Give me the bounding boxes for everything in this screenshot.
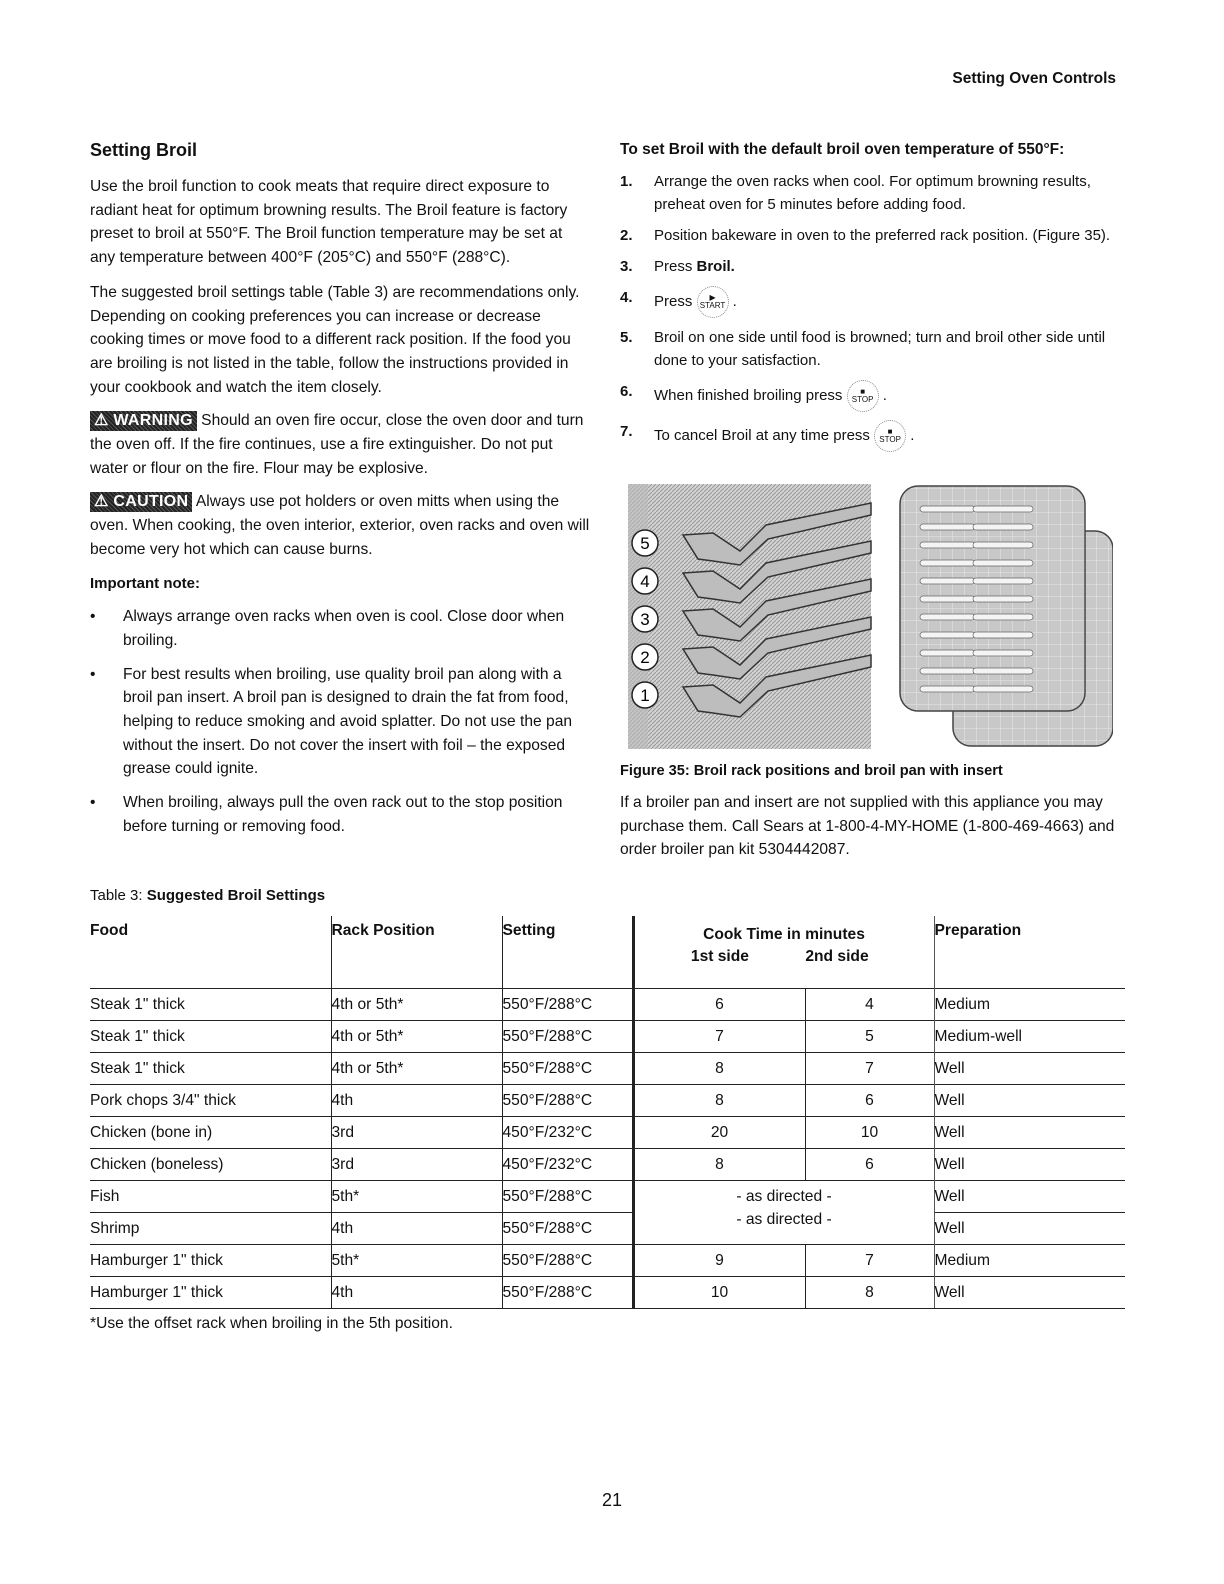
insert-slot	[973, 560, 1033, 566]
procedure-step	[620, 224, 1125, 247]
step-text: Press	[654, 258, 697, 275]
cell-food: Fish	[90, 1181, 331, 1213]
cell-first-side: 8	[633, 1149, 805, 1181]
header-cook-time	[633, 916, 934, 989]
table-row	[90, 1149, 1125, 1181]
cell-second-side: 10	[805, 1117, 934, 1149]
table-row	[90, 1245, 1125, 1277]
cell-preparation: Well	[934, 1277, 1125, 1309]
cell-setting: 550°F/288°C	[502, 1053, 633, 1085]
table-row	[90, 1213, 1125, 1245]
cell-rack: 4th	[331, 1085, 502, 1117]
cell-preparation: Well	[934, 1053, 1125, 1085]
procedure-step	[620, 170, 1125, 216]
procedure-step	[620, 255, 1125, 278]
important-notes-list	[90, 605, 580, 838]
insert-slot	[920, 578, 975, 584]
purchase-paragraph: If a broiler pan and insert are not supplied with this appliance you may purchase them. Call Sears at 1-800-4-MY-HOME (1-800-469-4663) and order broiler pan kit 5304442087.	[620, 794, 1115, 859]
insert-slot	[973, 578, 1033, 584]
broil-rack-illustration	[628, 476, 1113, 751]
cell-rack: 3rd	[331, 1117, 502, 1149]
cell-second-side: 5	[805, 1021, 934, 1053]
cell-first-side: 8	[633, 1053, 805, 1085]
table-row	[90, 1181, 1125, 1213]
cell-food: Steak 1" thick	[90, 1021, 331, 1053]
procedure-title: To set Broil with the default broil oven temperature of 550°F:	[620, 141, 1065, 158]
step-text: Position bakeware in oven to the preferred rack position. (Figure 35).	[654, 227, 1111, 244]
cell-rack: 4th or 5th*	[331, 989, 502, 1021]
cell-preparation: Medium	[934, 989, 1125, 1021]
caution-paragraph	[90, 490, 590, 561]
insert-slot	[973, 524, 1033, 530]
rack-position-label: 5	[640, 534, 650, 553]
cell-second-side: 6	[805, 1085, 934, 1117]
insert-slot	[920, 506, 975, 512]
insert-slot	[920, 524, 975, 530]
rack-position-label: 3	[640, 610, 650, 629]
insert-slot	[920, 632, 975, 638]
rack-position-label: 2	[640, 648, 650, 667]
cell-first-side: 8	[633, 1085, 805, 1117]
insert-slot	[920, 614, 975, 620]
cell-first-side: 10	[633, 1277, 805, 1309]
insert-slot	[973, 596, 1033, 602]
cell-setting: 550°F/288°C	[502, 1021, 633, 1053]
cell-first-side: 9	[633, 1245, 805, 1277]
cell-setting: 550°F/288°C	[502, 989, 633, 1021]
right-column	[620, 140, 1125, 862]
cell-second-side: 7	[805, 1245, 934, 1277]
insert-slot	[920, 668, 975, 674]
cell-food: Steak 1" thick	[90, 989, 331, 1021]
stop-button-icon: ■ STOP	[847, 380, 879, 412]
cell-second-side: 7	[805, 1053, 934, 1085]
warning-paragraph	[90, 409, 590, 480]
insert-slot	[920, 560, 975, 566]
cell-first-side: 7	[633, 1021, 805, 1053]
step-number: 7.	[620, 423, 633, 440]
header-first-side: 1st side	[690, 948, 749, 966]
insert-slot	[920, 542, 975, 548]
cell-food: Steak 1" thick	[90, 1053, 331, 1085]
table-row	[90, 1117, 1125, 1149]
rack-position-label: 1	[640, 686, 650, 705]
table-row	[90, 1277, 1125, 1309]
header-rack-position: Rack Position	[331, 916, 502, 989]
step-text: Broil on one side until food is browned; turn and broil other side until done to your satisfaction.	[654, 329, 1106, 369]
insert-slot	[973, 542, 1033, 548]
insert-slot	[973, 686, 1033, 692]
cell-food: Hamburger 1" thick	[90, 1245, 331, 1277]
page-content	[90, 140, 1125, 1335]
cell-preparation: Well	[934, 1117, 1125, 1149]
page-number: 21	[601, 1490, 623, 1510]
cell-preparation: Medium-well	[934, 1021, 1125, 1053]
cell-food: Pork chops 3/4" thick	[90, 1085, 331, 1117]
table-row	[90, 989, 1125, 1021]
recommendation-paragraph: The suggested broil settings table (Table 3) are recommendations only. Depending on cooking preferences you can increase or decrease cooking times or move food to a different rack position. If the food you are broiling is not listed in the table, follow the instructions provided in your cookbook and watch the item closely.	[90, 283, 580, 396]
cell-first-side: 6	[633, 989, 805, 1021]
left-column	[90, 140, 590, 849]
step-number: 4.	[620, 289, 633, 306]
broil-key-label: Broil.	[696, 258, 735, 275]
caution-badge: ⚠ CAUTION	[90, 492, 192, 512]
caution-text: Always use pot holders or oven mitts when using the oven. When cooking, the oven interior, exterior, oven racks and oven will become very hot which can cause burns.	[90, 493, 590, 558]
two-column-section	[90, 140, 1125, 862]
procedure-step: 4. Press ▶ START .	[620, 286, 1125, 318]
table-row	[90, 1085, 1125, 1117]
procedure-step: 7. To cancel Broil at any time press ■ STOP .	[620, 420, 1125, 452]
cell-setting: 550°F/288°C	[502, 1181, 633, 1213]
procedure-steps	[620, 170, 1125, 452]
cell-preparation: Medium	[934, 1245, 1125, 1277]
figure-caption: Figure 35: Broil rack positions and broil pan with insert	[620, 763, 1003, 779]
section-title: Setting Broil	[90, 140, 197, 160]
cell-rack: 4th or 5th*	[331, 1021, 502, 1053]
cell-rack: 3rd	[331, 1149, 502, 1181]
cell-setting: 550°F/288°C	[502, 1213, 633, 1245]
step-text: Press	[654, 292, 697, 310]
cell-food: Chicken (bone in)	[90, 1117, 331, 1149]
cell-rack: 4th	[331, 1277, 502, 1309]
insert-slot	[920, 650, 975, 656]
as-directed-text: - as directed -	[736, 1188, 832, 1206]
step-number: 3.	[620, 258, 633, 275]
cell-food: Hamburger 1" thick	[90, 1277, 331, 1309]
cell-setting: 550°F/288°C	[502, 1277, 633, 1309]
header-preparation: Preparation	[934, 916, 1125, 989]
rack-position-label: 4	[640, 572, 650, 591]
insert-slot	[973, 668, 1033, 674]
table-caption: Table 3: Suggested Broil Settings	[90, 887, 326, 905]
cell-rack: 5th*	[331, 1245, 502, 1277]
cell-cook-time-as-directed	[633, 1181, 934, 1245]
header-second-side: 2nd side	[805, 948, 869, 966]
cell-setting: 550°F/288°C	[502, 1245, 633, 1277]
cell-preparation: Well	[934, 1085, 1125, 1117]
step-number: 5.	[620, 329, 633, 346]
cell-rack: 4th	[331, 1213, 502, 1245]
cook-time-label: Cook Time in minutes	[703, 926, 865, 944]
cell-preparation: Well	[934, 1213, 1125, 1245]
insert-slot	[973, 506, 1033, 512]
header-food: Food	[90, 922, 129, 940]
stop-button-icon: ■ STOP	[874, 420, 906, 452]
section-header: Setting Oven Controls	[952, 70, 1116, 87]
intro-paragraph: Use the broil function to cook meats that require direct exposure to radiant heat for optimum browning results. The Broil feature is factory preset to broil at 550°F. The Broil function temperature may be set at any temperature between 400°F (205°C) and 550°F (288°C).	[90, 178, 568, 267]
as-directed-text: - as directed -	[736, 1211, 832, 1229]
insert-slot	[973, 650, 1033, 656]
cell-second-side: 8	[805, 1277, 934, 1309]
cell-preparation: Well	[934, 1149, 1125, 1181]
cell-food: Chicken (boneless)	[90, 1149, 331, 1181]
warning-text: Should an oven fire occur, close the oven door and turn the oven off. If the fire continues, use a fire extinguisher. Do not put water or flour on the fire. Flour may be explosive.	[90, 412, 584, 477]
insert-slot	[973, 614, 1033, 620]
procedure-step: 6. When finished broiling press ■ STOP .	[620, 380, 1125, 412]
important-note-title: Important note:	[90, 574, 200, 592]
broil-settings-table	[90, 916, 1125, 1309]
cell-rack: 4th or 5th*	[331, 1053, 502, 1085]
cell-food: Shrimp	[90, 1213, 331, 1245]
step-number: 1.	[620, 173, 633, 190]
step-number: 6.	[620, 383, 633, 400]
list-item: • Always arrange oven racks when oven is cool. Close door when broiling.	[90, 605, 580, 652]
cell-setting: 550°F/288°C	[502, 1085, 633, 1117]
cell-first-side: 20	[633, 1117, 805, 1149]
start-button-icon: ▶ START	[697, 286, 729, 318]
step-number: 2.	[620, 227, 633, 244]
insert-slot	[973, 632, 1033, 638]
cell-setting: 450°F/232°C	[502, 1117, 633, 1149]
table-row	[90, 1021, 1125, 1053]
list-item: • For best results when broiling, use quality broil pan along with a broil pan insert. A broil pan is designed to drain the fat from food, helping to reduce smoking and avoid splatter. Do not use the pan without the insert. Do not cover the insert with foil – the exposed grease could ignite.	[90, 663, 580, 782]
table-footnote: *Use the offset rack when broiling in the 5th position.	[90, 1315, 453, 1333]
procedure-step	[620, 326, 1125, 372]
step-text: Arrange the oven racks when cool. For optimum browning results, preheat oven for 5 minutes before adding food.	[654, 173, 1091, 213]
table-row	[90, 1053, 1125, 1085]
cell-second-side: 4	[805, 989, 934, 1021]
header-setting: Setting	[502, 916, 633, 989]
cell-preparation: Well	[934, 1181, 1125, 1213]
step-text: To cancel Broil at any time press	[654, 426, 875, 444]
figure-35	[628, 476, 1113, 751]
warning-badge: ⚠ WARNING	[90, 411, 197, 431]
cell-setting: 450°F/232°C	[502, 1149, 633, 1181]
insert-slot	[920, 596, 975, 602]
list-item: • When broiling, always pull the oven rack out to the stop position before turning or removing food.	[90, 791, 580, 838]
cell-rack: 5th*	[331, 1181, 502, 1213]
step-text: When finished broiling press	[654, 386, 847, 404]
cell-second-side: 6	[805, 1149, 934, 1181]
insert-slot	[920, 686, 975, 692]
